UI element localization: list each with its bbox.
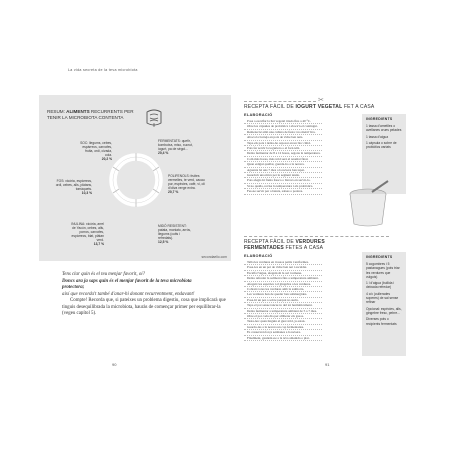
page-number-right: 91 — [325, 362, 330, 367]
segment-fermentats: FERMENTATS: quefir, kombutxa, miso, xucrut, iogurt, pa de sègol... 20,4 % — [158, 139, 193, 156]
segment-polifenols: POLIFENOLS: fruites vermelles, te verd, cacau pur, espècies, cafè, vi, oli d'oliva verge extra. 20,7 % — [168, 174, 205, 195]
figure-title: RESUM: ALIMENTS RECURRENTS PER TENIR LA MICROBIOTA CONTENTA — [47, 109, 134, 120]
recipe-step: Obre les càpsules de probiòtics i aboca'n el contingut. — [244, 124, 322, 129]
recipe-step: Afegeix les espècies i el gingebre a les verdures. — [244, 282, 322, 287]
body-paragraph: Compte! Recorda que, si pateixes un problema digestiu, cosa que implicarà que tinguis desequilibrada la microbiota, hauràs de començar primer per equilibrar-la (vegeu capítol 5). — [62, 298, 226, 316]
segment-soc: SOC: llegums, cebes, espàrrecs, carxofes, fruita, ordi, civada, cola. 20,2 % — [80, 141, 112, 162]
segment-fos: FOS: xicòria, espàrrecs, ordi, cebes, alls, plàtans, tomàquets. 10,3 % — [55, 179, 92, 196]
recipe-step: Aguanta bé uns 7 dies a la nevera ben tapat. — [244, 168, 322, 173]
recipe-step: Posa-hi un pes a sobre perquè no surin. — [244, 298, 322, 303]
recipe-step: Deixa fermentar a temperatura ambient de 5 a 7 dies. — [244, 309, 322, 314]
recipe-step: Remena bé amb una cullera de fusta i no metàl·lica. — [244, 130, 322, 135]
recipe-step: Tapa els pots i deixa-ho reposar en un lloc càlid. — [244, 141, 322, 146]
recipe-step: Quan estigui quallat, guarda-ho a la nevera. — [244, 162, 322, 167]
recipe-step: Posa a escalfar la llet vegetal triada fins a 40 °C. — [244, 119, 322, 124]
recipe-step: Si no qualla, revisa la temperatura i els probiòtics. — [244, 184, 322, 189]
recipe-step: Fes-ne servir per a batuts, salses o postres. — [244, 189, 322, 194]
recipe-step: Aboca la barreja en pots de vidre ben nets. — [244, 135, 322, 140]
recipe-step: Tasta-les: quan tinguin el gust àcid, ja estan. — [244, 319, 322, 324]
recipe-step: Cobreix totes les verdures amb la salmorra. — [244, 287, 322, 292]
recipe-step: Es conserven força setmanes a la nevera. — [244, 330, 322, 335]
scissors-icon: ✂ — [318, 97, 324, 104]
recipe1-section: ELABORACIÓ — [244, 113, 273, 117]
recipe1-steps — [244, 119, 322, 195]
recipe-step: Deixa refredar la salmorra fins a temperatura ambient. — [244, 276, 322, 281]
recipe1-ingredients: INGREDIENTS 1 tassa d'ametlles o avellanes crues pelades 1 tassa d'aigua 1 càpsula o sobre de probiòtics variats — [362, 114, 406, 194]
recipe-step: Escalfa l'aigua, afegeix-hi la sal i remena. — [244, 271, 322, 276]
intro-text: Tens clar quin és el teu menjar favorit, oi? Doncs ara ja saps quin és el menjar favorit de la teva microbiota protectora; així que recorda't també d'anar-hi donant recurrentment, endavant! — [62, 272, 195, 297]
recipe2-steps — [244, 260, 322, 341]
recipe-step: Tapa el pot sense tancar-lo del tot hermèticament. — [244, 303, 322, 308]
recipe-step: Talla les verdures en trossos petits i uniformes. — [244, 260, 322, 265]
recipe-step: Guarda'n una mica per la següent tanda. — [244, 173, 322, 178]
intestine-icon — [143, 107, 165, 129]
recipe1-title: RECEPTA FÀCIL DE IOGURT VEGETAL FET A CASA — [244, 104, 375, 110]
recipe2-section: ELABORACIÓ — [244, 254, 273, 258]
recipe2-title: RECEPTA FÀCIL DE VERDURES FERMENTADES FETES A CASA — [244, 239, 325, 251]
recipe2-cut-line — [244, 236, 389, 237]
figure-credit: secondaelio.com — [201, 255, 227, 259]
recipe-step: Posa-les en un pot de vidre ben net i escaldat. — [244, 265, 322, 270]
donut-chart — [107, 151, 165, 209]
running-header: La vida secreta de la teva microbiota — [68, 68, 138, 72]
segment-mido-resistent: MIDÓ RESISTENT: patata, moniato, arròs, llegums (cuits i refredats). 12,5 % — [158, 224, 191, 245]
recipe-step: Deixa fermentar de 8 a 12 hores, segons la temperatura. — [244, 151, 322, 156]
recipe1-cut-line — [244, 101, 316, 102]
recipe-step: Pots fer servir la iogurtera o el forn tebi. — [244, 146, 322, 151]
recipe-step: Com més hores, més àcid serà el resultat final. — [244, 157, 322, 162]
recipe-step: Pots afegir-hi fruita fresca o llavors en servir-lo. — [244, 178, 322, 183]
recipe-step: Obre el pot cada dia per alliberar els gasos. — [244, 314, 322, 319]
recipe2-ingredients: INGREDIENTS 5 cogombres i 5 pastanagues (pots triar les verdures que vulguis) 1 l d'aigua (bullida i deixada refredar) 4 c/c (cullerades soperes) de sal sense refinar Opcional: espècies, alls, gingebre fresc, pebre... Diverses pots o recipients fermentats — [362, 252, 406, 356]
recipe-step: Finalment, gaudeix-ne a la teva amanida o plat. — [244, 336, 322, 341]
yogurt-cup-illustration — [342, 180, 394, 230]
page-number-left: 90 — [112, 362, 117, 367]
recipe-step: Guarda-les a la nevera un cop fermentades. — [244, 325, 322, 330]
recipe-step: Les verdures han de quedar ben submergides. — [244, 292, 322, 297]
segment-inulina: INULINA: xicòria, arrel de Yacón, cebes, alls, porros, carxofes, espàrrecs, blat, plàtan verd. 13,7 % — [71, 222, 104, 247]
